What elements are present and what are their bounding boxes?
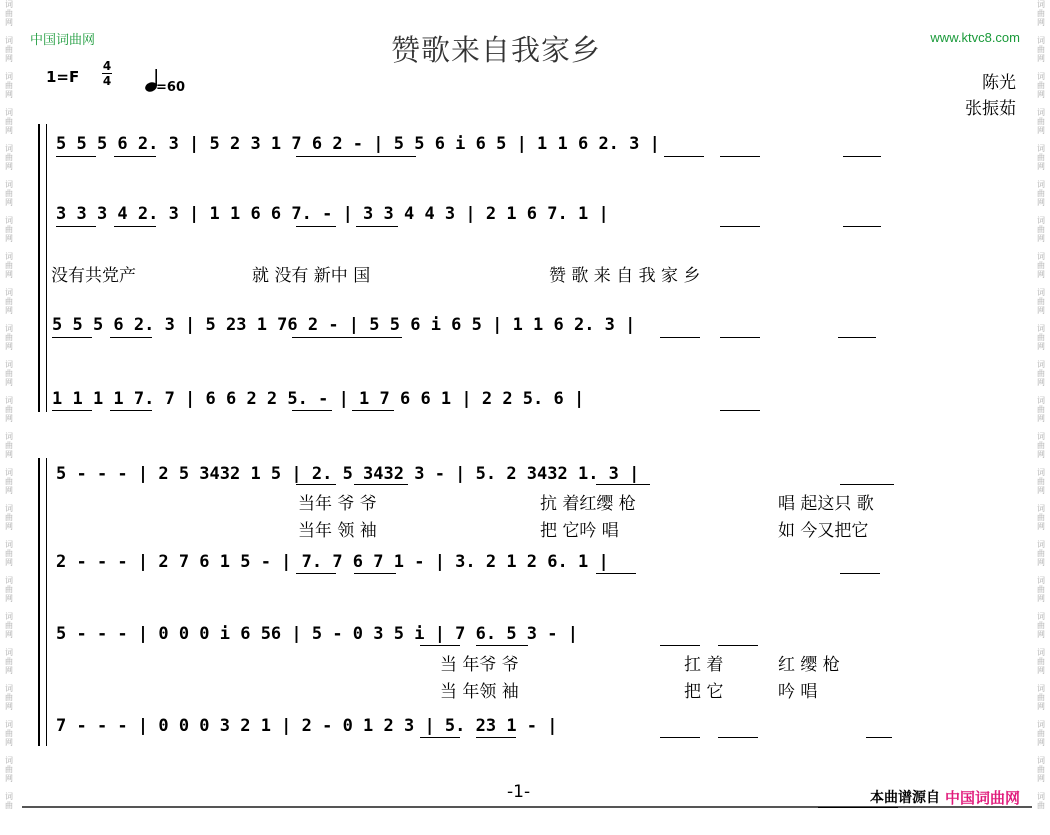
beam (296, 156, 416, 157)
beam (356, 226, 398, 227)
watermark-char: 曲 (5, 765, 13, 774)
watermark-char: 曲 (5, 621, 13, 630)
watermark-char (2, 207, 16, 216)
watermark-char (1034, 639, 1048, 648)
watermark-char: 曲 (5, 801, 13, 810)
watermark-char: 网 (1037, 630, 1045, 639)
watermark-char (2, 495, 16, 504)
watermark-char: 曲 (5, 9, 13, 18)
system2-lyric1a-3: 唱 起这只 歌 (778, 494, 874, 514)
watermark-char: 网 (1037, 18, 1045, 27)
watermark-char: 曲 (5, 477, 13, 486)
beam (660, 737, 700, 738)
beam (660, 337, 700, 338)
beam (720, 156, 760, 157)
watermark-char: 曲 (5, 585, 13, 594)
watermark-char (2, 459, 16, 468)
system2-lyric3a-2: 扛 着 (684, 655, 724, 675)
watermark-char: 网 (5, 270, 13, 279)
watermark-char (2, 531, 16, 540)
watermark-char: 词 (5, 720, 13, 729)
beam (596, 484, 650, 485)
watermark-char: 网 (5, 486, 13, 495)
source-underline (818, 807, 898, 808)
tempo-marking: =60 (156, 80, 185, 95)
watermark-char (1034, 459, 1048, 468)
watermark-char: 网 (5, 162, 13, 171)
beam (720, 226, 760, 227)
beam (664, 156, 704, 157)
system2-lyric1b-3: 如 今又把它 (778, 521, 869, 541)
watermark-char (1034, 63, 1048, 72)
watermark-char: 网 (5, 414, 13, 423)
beam (292, 337, 402, 338)
watermark-char: 词 (5, 540, 13, 549)
watermark-char: 曲 (1037, 477, 1045, 486)
watermark-char (1034, 675, 1048, 684)
beam (56, 156, 96, 157)
watermark-char: 网 (5, 234, 13, 243)
watermark-char: 词 (1037, 540, 1045, 549)
lyricist-name: 张振茹 (965, 99, 1016, 119)
watermark-char: 网 (5, 306, 13, 315)
watermark-char: 词 (5, 612, 13, 621)
watermark-char (2, 171, 16, 180)
watermark-char: 网 (1037, 306, 1045, 315)
watermark-char (1034, 351, 1048, 360)
watermark-char: 曲 (1037, 297, 1045, 306)
watermark-char: 网 (5, 378, 13, 387)
beam (420, 737, 460, 738)
watermark-char: 网 (5, 702, 13, 711)
watermark-char: 网 (5, 522, 13, 531)
beam (354, 573, 396, 574)
beam (114, 226, 156, 227)
watermark-char (1034, 387, 1048, 396)
system2-lyric1b-1: 当年 领 袖 (298, 521, 377, 541)
watermark-char: 词 (1037, 612, 1045, 621)
watermark-char (1034, 603, 1048, 612)
watermark-char: 词 (5, 792, 13, 801)
key-signature: 1=F (46, 68, 80, 86)
watermark-char: 词 (5, 432, 13, 441)
source-label: 本曲谱源自 (870, 790, 940, 806)
watermark-char: 词 (1037, 252, 1045, 261)
system1-part1: 5 5 5 6 2. 3 | 5 2 3 1 7 6 2 - | 5 5 6 i 6 5 | 1 1 6 2. 3 | (56, 134, 660, 154)
left-watermark-strip (2, 0, 16, 835)
watermark-char (1034, 783, 1048, 792)
watermark-char: 词 (5, 648, 13, 657)
watermark-char: 网 (5, 774, 13, 783)
watermark-char (1034, 495, 1048, 504)
watermark-char (2, 63, 16, 72)
watermark-char: 网 (1037, 522, 1045, 531)
watermark-char: 曲 (5, 81, 13, 90)
beam (420, 645, 460, 646)
system1-lyric-3: 赞 歌 来 自 我 家 乡 (549, 266, 701, 286)
watermark-char: 曲 (5, 441, 13, 450)
site-url-right: www.ktvc8.com (930, 30, 1020, 45)
watermark-char: 词 (5, 108, 13, 117)
watermark-char: 曲 (1037, 693, 1045, 702)
beam (296, 573, 336, 574)
watermark-char: 网 (1037, 594, 1045, 603)
site-name-left: 中国词曲网 (30, 33, 96, 48)
watermark-char: 词 (1037, 108, 1045, 117)
watermark-char: 网 (5, 738, 13, 747)
system2-lyric3b-2: 把 它 (684, 682, 724, 702)
watermark-char: 词 (5, 216, 13, 225)
watermark-char (1034, 27, 1048, 36)
source-brand-link[interactable]: 中国词曲网 (944, 789, 1020, 807)
beam (596, 573, 636, 574)
watermark-char: 曲 (5, 117, 13, 126)
watermark-char: 网 (5, 126, 13, 135)
watermark-char: 曲 (1037, 729, 1045, 738)
system2-lyric1b-2: 把 它吟 唱 (540, 521, 619, 541)
beam (296, 484, 336, 485)
watermark-char: 词 (1037, 360, 1045, 369)
watermark-char: 词 (1037, 504, 1045, 513)
watermark-char (2, 639, 16, 648)
watermark-char: 曲 (5, 297, 13, 306)
time-signature-bottom: 4 (102, 74, 112, 88)
watermark-char: 网 (1037, 234, 1045, 243)
watermark-char (1034, 135, 1048, 144)
watermark-char: 网 (5, 558, 13, 567)
watermark-char: 网 (5, 342, 13, 351)
watermark-char: 网 (1037, 162, 1045, 171)
watermark-char: 词 (5, 468, 13, 477)
watermark-char: 词 (1037, 324, 1045, 333)
system1-lyric-1: 没有共党产 (51, 266, 136, 286)
beam (720, 337, 760, 338)
watermark-char: 网 (1037, 774, 1045, 783)
watermark-char: 网 (5, 54, 13, 63)
watermark-char: 词 (5, 252, 13, 261)
system2-brace (38, 458, 40, 746)
system2-part3: 5 - - - | 0 0 0 i 6 56 | 5 - 0 3 5 i | 7 6. 5 3 - | (56, 624, 578, 644)
watermark-char: 词 (1037, 72, 1045, 81)
watermark-char: 曲 (5, 225, 13, 234)
beam (720, 410, 760, 411)
watermark-char: 曲 (1037, 369, 1045, 378)
watermark-char: 曲 (1037, 657, 1045, 666)
watermark-char: 词 (5, 396, 13, 405)
system2-lyric3a-3: 红 缨 枪 (778, 655, 840, 675)
system2-lyric1a-2: 抗 着红缨 枪 (540, 494, 636, 514)
beam (476, 645, 528, 646)
watermark-char: 曲 (1037, 405, 1045, 414)
watermark-char (2, 99, 16, 108)
system2-lyric3b-1: 当 年领 袖 (440, 682, 519, 702)
watermark-char: 词 (1037, 396, 1045, 405)
watermark-char: 曲 (1037, 117, 1045, 126)
watermark-char (1034, 243, 1048, 252)
watermark-char (2, 27, 16, 36)
watermark-char (2, 315, 16, 324)
watermark-char (2, 279, 16, 288)
watermark-char (2, 135, 16, 144)
watermark-char: 词 (5, 504, 13, 513)
watermark-char (2, 423, 16, 432)
watermark-char (1034, 171, 1048, 180)
system1-left-barline (46, 124, 47, 412)
watermark-char (1034, 279, 1048, 288)
beam (476, 737, 516, 738)
watermark-char: 网 (5, 198, 13, 207)
composer-name: 陈光 (982, 73, 1016, 93)
watermark-char: 网 (1037, 378, 1045, 387)
watermark-char: 曲 (1037, 441, 1045, 450)
beam (52, 410, 92, 411)
beam (840, 573, 880, 574)
song-title: 赞歌来自我家乡 (391, 33, 602, 67)
watermark-char: 词 (1037, 180, 1045, 189)
watermark-char: 曲 (1037, 81, 1045, 90)
beam (114, 156, 156, 157)
watermark-char: 词 (5, 360, 13, 369)
watermark-char: 网 (5, 450, 13, 459)
watermark-char (2, 675, 16, 684)
watermark-char: 网 (1037, 450, 1045, 459)
watermark-char (1034, 423, 1048, 432)
watermark-char: 网 (5, 666, 13, 675)
beam (840, 484, 894, 485)
watermark-char: 词 (1037, 576, 1045, 585)
watermark-char: 曲 (1037, 549, 1045, 558)
watermark-char: 网 (1037, 558, 1045, 567)
beam (660, 645, 700, 646)
watermark-char (1034, 315, 1048, 324)
system2-part2: 2 - - - | 2 7 6 1 5 - | 7. 7 6 7 1 - | 3. 2 1 2 6. 1 | (56, 552, 609, 572)
watermark-char (1034, 567, 1048, 576)
watermark-char: 网 (1037, 414, 1045, 423)
beam (296, 226, 336, 227)
system1-brace (38, 124, 40, 412)
watermark-char: 网 (1037, 270, 1045, 279)
watermark-char: 词 (5, 684, 13, 693)
watermark-char: 网 (1037, 54, 1045, 63)
beam (110, 410, 152, 411)
watermark-char (2, 387, 16, 396)
beam (352, 410, 394, 411)
time-signature (102, 60, 112, 87)
watermark-char: 曲 (5, 729, 13, 738)
watermark-char: 词 (5, 180, 13, 189)
watermark-char: 词 (1037, 0, 1045, 9)
watermark-char: 曲 (1037, 189, 1045, 198)
watermark-char: 曲 (1037, 513, 1045, 522)
system2-lyric1a-1: 当年 爷 爷 (298, 494, 377, 514)
watermark-char (1034, 531, 1048, 540)
system1-part4: 1 1 1 1 7. 7 | 6 6 2 2 5. - | 1 7 6 6 1 | 2 2 5. 6 | (52, 389, 585, 409)
watermark-char: 网 (1037, 90, 1045, 99)
beam (866, 737, 892, 738)
watermark-char: 网 (1037, 198, 1045, 207)
watermark-char: 曲 (1037, 621, 1045, 630)
watermark-char: 曲 (1037, 9, 1045, 18)
system2-left-barline (46, 458, 47, 746)
watermark-char: 词 (5, 72, 13, 81)
beam (718, 645, 758, 646)
watermark-char: 词 (5, 756, 13, 765)
watermark-char: 曲 (5, 369, 13, 378)
watermark-char: 词 (1037, 144, 1045, 153)
watermark-char: 曲 (5, 405, 13, 414)
watermark-char: 词 (1037, 432, 1045, 441)
watermark-char (2, 603, 16, 612)
watermark-char: 曲 (5, 513, 13, 522)
page-number: -1- (507, 782, 531, 802)
watermark-char: 曲 (1037, 765, 1045, 774)
watermark-char: 词 (1037, 468, 1045, 477)
system2-part4: 7 - - - | 0 0 0 3 2 1 | 2 - 0 1 2 3 | 5. 23 1 - | (56, 716, 558, 736)
watermark-char: 网 (5, 90, 13, 99)
system1-part2: 3 3 3 4 2. 3 | 1 1 6 6 7. - | 3 3 4 4 3 | 2 1 6 7. 1 | (56, 204, 609, 224)
watermark-char: 网 (1037, 702, 1045, 711)
watermark-char: 词 (5, 36, 13, 45)
watermark-char (1034, 747, 1048, 756)
watermark-char (2, 567, 16, 576)
watermark-char (2, 351, 16, 360)
watermark-char: 曲 (1037, 333, 1045, 342)
beam (110, 337, 152, 338)
watermark-char: 曲 (1037, 45, 1045, 54)
right-watermark-strip (1034, 0, 1048, 835)
watermark-char: 网 (1037, 126, 1045, 135)
watermark-char: 网 (1037, 486, 1045, 495)
watermark-char: 曲 (5, 693, 13, 702)
beam (292, 410, 332, 411)
beam (52, 337, 92, 338)
watermark-char: 曲 (1037, 585, 1045, 594)
watermark-char: 曲 (5, 45, 13, 54)
beam (56, 226, 96, 227)
watermark-char: 词 (1037, 792, 1045, 801)
watermark-char: 词 (1037, 36, 1045, 45)
watermark-char: 词 (5, 576, 13, 585)
time-signature-top: 4 (102, 59, 112, 73)
watermark-char: 曲 (1037, 225, 1045, 234)
watermark-char (1034, 99, 1048, 108)
watermark-char: 词 (5, 0, 13, 9)
system1-lyric-2: 就 没有 新中 国 (252, 266, 371, 286)
watermark-char (2, 747, 16, 756)
watermark-char: 词 (1037, 288, 1045, 297)
watermark-char: 词 (5, 288, 13, 297)
watermark-char: 曲 (5, 189, 13, 198)
watermark-char: 词 (5, 324, 13, 333)
watermark-char: 词 (1037, 648, 1045, 657)
beam (843, 226, 881, 227)
watermark-char (1034, 711, 1048, 720)
watermark-char: 词 (1037, 720, 1045, 729)
watermark-char (1034, 207, 1048, 216)
watermark-char: 网 (1037, 342, 1045, 351)
watermark-char: 曲 (1037, 261, 1045, 270)
system1-part3: 5 5 5 6 2. 3 | 5 23 1 76 2 - | 5 5 6 i 6 5 | 1 1 6 2. 3 | (52, 315, 636, 335)
watermark-char: 词 (5, 144, 13, 153)
watermark-char: 网 (5, 594, 13, 603)
system2-lyric3b-3: 吟 唱 (778, 682, 818, 702)
beam (838, 337, 876, 338)
beam (354, 484, 408, 485)
beam (843, 156, 881, 157)
watermark-char: 词 (1037, 216, 1045, 225)
watermark-char: 曲 (5, 333, 13, 342)
watermark-char (2, 243, 16, 252)
watermark-char: 曲 (5, 261, 13, 270)
watermark-char: 曲 (5, 657, 13, 666)
watermark-char (2, 783, 16, 792)
watermark-char (2, 711, 16, 720)
system2-lyric3a-1: 当 年爷 爷 (440, 655, 519, 675)
watermark-char: 网 (5, 630, 13, 639)
watermark-char: 网 (1037, 738, 1045, 747)
watermark-char: 网 (1037, 666, 1045, 675)
watermark-char: 曲 (1037, 801, 1045, 810)
system2-part1: 5 - - - | 2 5 3432 1 5 | 2. 5 3432 3 - | 5. 2 3432 1. 3 | (56, 464, 640, 484)
watermark-char: 曲 (5, 549, 13, 558)
watermark-char: 词 (1037, 684, 1045, 693)
watermark-char: 网 (5, 18, 13, 27)
watermark-char: 词 (1037, 756, 1045, 765)
beam (718, 737, 758, 738)
watermark-char: 曲 (1037, 153, 1045, 162)
watermark-char: 曲 (5, 153, 13, 162)
